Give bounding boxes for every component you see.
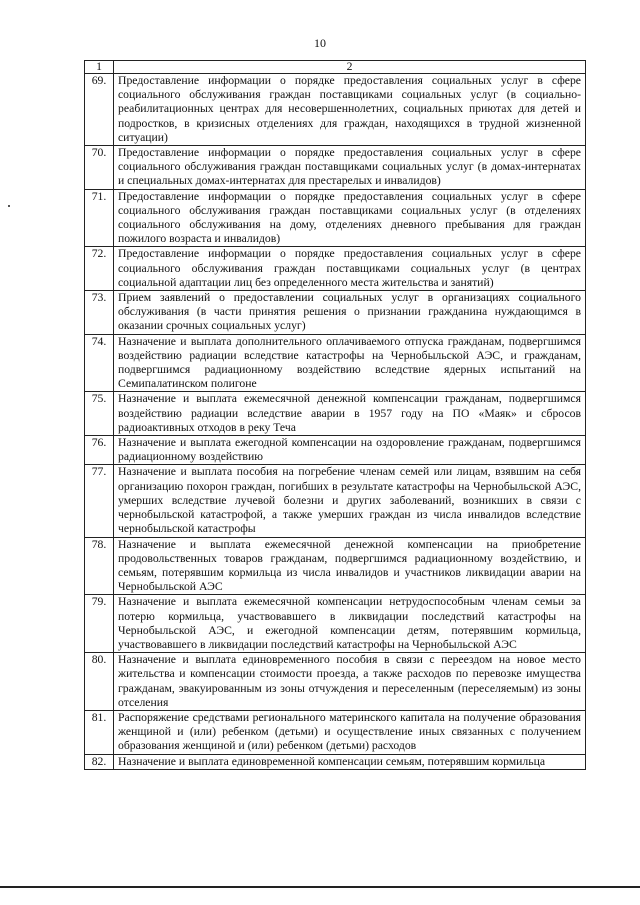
table-row (85, 537, 586, 595)
table-row (85, 74, 586, 146)
table-row (85, 189, 586, 247)
row-number: 71. (85, 189, 114, 247)
table-row (85, 247, 586, 291)
row-number: 70. (85, 146, 114, 190)
row-number: 78. (85, 537, 114, 595)
row-text: Предоставление информации о порядке предоставления социальных услуг в сфере социального обслуживания граждан поставщиками социальных услуг (в отделениях социального обслуживания на дому, отделениях дневного пребывания для граждан пожилого возраста и инвалидов) (114, 189, 586, 247)
row-text: Распоряжение средствами регионального материнского капитала на получение образования женщиной и (или) ребенком (детьми) и осуществление иных связанных с получением образования женщиной и (или) ребенком (детьми) расходов (114, 710, 586, 754)
services-table (84, 60, 586, 770)
table-row (85, 710, 586, 754)
row-text: Предоставление информации о порядке предоставления социальных услуг в сфере социального обслуживания граждан поставщиками социальных услуг (в центрах социальной адаптации лиц без определенного места жительства и занятий) (114, 247, 586, 291)
row-text: Назначение и выплата ежемесячной денежной компенсации на приобретение продовольственных товаров гражданам, подвергшимся радиационному воздействию, и семьям, потерявшим кормильца из числа инвалидов и участников ликвидации аварии на Чернобыльской АЭС (114, 537, 586, 595)
row-text: Назначение и выплата ежемесячной компенсации нетрудоспособным членам семьи за потерю кормильца, участвовавшего в ликвидации последствий катастрофы на Чернобыльской АЭС, и ежегодной компенсации детям, потерявшим кормильца, участвовавшего в ликвидации последствий катастрофы на Чернобыльской АЭС (114, 595, 586, 653)
table-row (85, 146, 586, 190)
row-number: 81. (85, 710, 114, 754)
table-row (85, 334, 586, 392)
table-row (85, 595, 586, 653)
footer-rule (0, 886, 640, 888)
row-text: Предоставление информации о порядке предоставления социальных услуг в сфере социального обслуживания граждан поставщиками социальных услуг (в домах-интернатах и специальных домах-интернатах для престарелых и инвалидов) (114, 146, 586, 190)
row-number: 69. (85, 74, 114, 146)
column-header-text: 2 (114, 61, 586, 74)
row-text: Прием заявлений о предоставлении социальных услуг в организациях социального обслуживания (в части принятия решения о признании гражданина нуждающимся в оказании срочных социальных услуг) (114, 291, 586, 335)
row-number: 72. (85, 247, 114, 291)
row-text: Назначение и выплата единовременной компенсации семьям, потерявшим кормильца (114, 754, 586, 769)
table-row (85, 653, 586, 711)
table-row (85, 465, 586, 537)
row-text: Назначение и выплата пособия на погребение членам семей или лицам, взявшим на себя организацию похорон граждан, погибших в результате катастрофы на Чернобыльской АЭС, умерших вследствие лучевой болезни и других заболеваний, возникших в связи с чернобыльской катастрофой, а также умерших граждан из числа инвалидов вследствие чернобыльской катастрофы (114, 465, 586, 537)
page-number: 10 (314, 36, 326, 50)
scan-speck (8, 205, 10, 207)
row-number: 80. (85, 653, 114, 711)
row-text: Назначение и выплата ежемесячной денежной компенсации гражданам, подвергшимся воздействию радиации вследствие аварии в 1957 году на ПО «Маяк» и сбросов радиоактивных отходов в реку Теча (114, 392, 586, 436)
row-text: Предоставление информации о порядке предоставления социальных услуг в сфере социального обслуживания граждан поставщиками социальных услуг (в социально-реабилитационных центрах для несовершеннолетних, социальных приютах для детей и подростков, в кризисных отделениях для граждан, находящихся в трудной жизненной ситуации) (114, 74, 586, 146)
row-number: 75. (85, 392, 114, 436)
row-text: Назначение и выплата единовременного пособия в связи с переездом на новое место жительства и компенсации стоимости проезда, а также расходов по перевозке имущества гражданам, эвакуированным из зоны отчуждения и переселенным (переселяемым) из зоны отселения (114, 653, 586, 711)
table-header-row (85, 61, 586, 74)
table-row (85, 291, 586, 335)
row-number: 73. (85, 291, 114, 335)
table-row (85, 754, 586, 769)
column-header-number: 1 (85, 61, 114, 74)
row-number: 82. (85, 754, 114, 769)
row-text: Назначение и выплата ежегодной компенсации на оздоровление гражданам, подвергшимся радиационному воздействию (114, 436, 586, 465)
row-text: Назначение и выплата дополнительного оплачиваемого отпуска гражданам, подвергшимся воздействию радиации вследствие катастрофы на Чернобыльской АЭС, и гражданам, подвергшимся радиационному воздействию вследствие ядерных испытаний на Семипалатинском полигоне (114, 334, 586, 392)
row-number: 79. (85, 595, 114, 653)
row-number: 77. (85, 465, 114, 537)
table-row (85, 436, 586, 465)
row-number: 76. (85, 436, 114, 465)
table-row (85, 392, 586, 436)
row-number: 74. (85, 334, 114, 392)
